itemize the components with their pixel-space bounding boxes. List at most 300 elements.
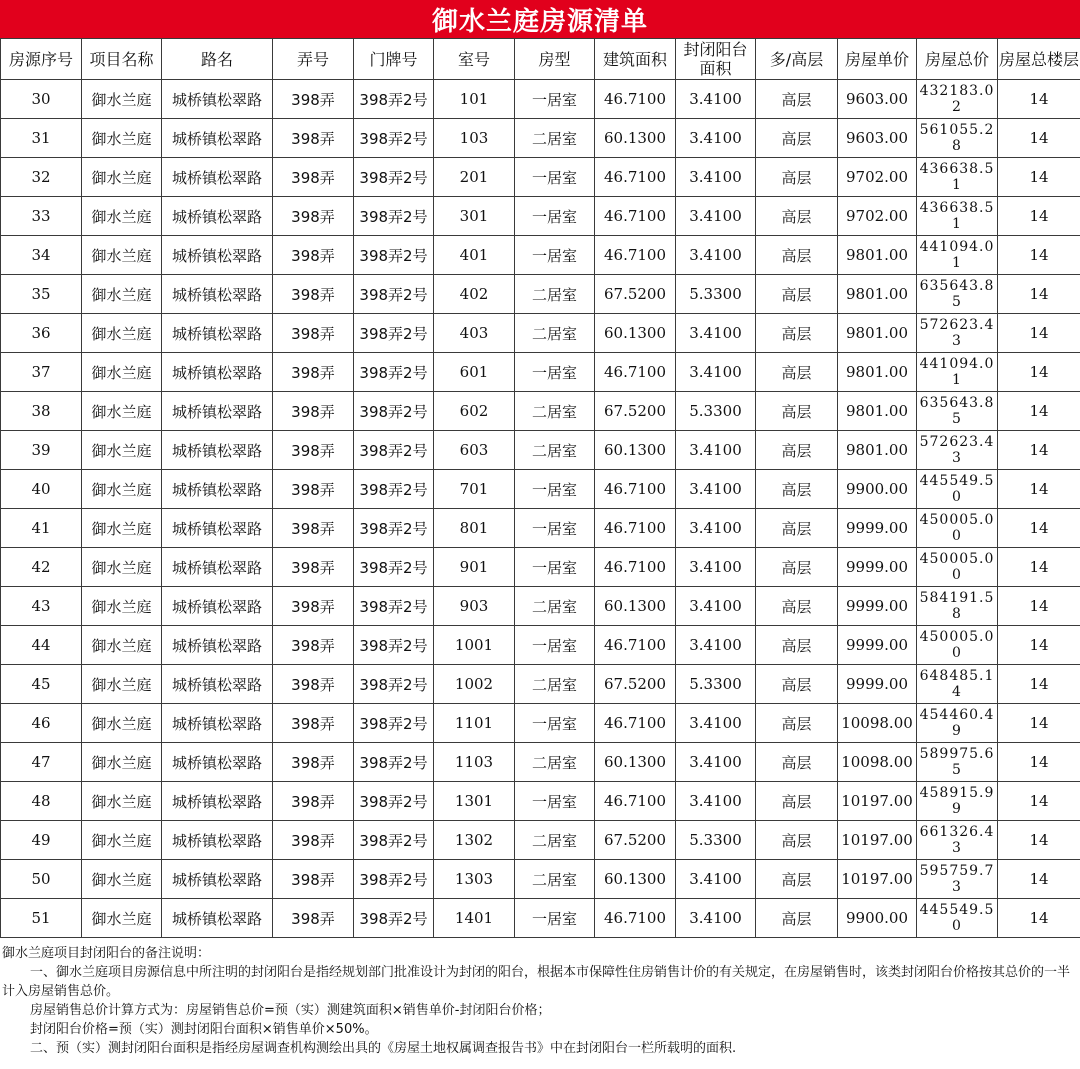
- table-row: [1, 275, 1080, 314]
- table-cell: 御水兰庭: [82, 743, 162, 782]
- table-cell: 14: [998, 665, 1080, 704]
- table-cell: 46.7100: [595, 158, 676, 197]
- table-cell: 城桥镇松翠路: [162, 587, 273, 626]
- table-cell: 589975.65: [917, 743, 998, 782]
- table-cell: 一居室: [515, 197, 595, 236]
- table-cell: 801: [434, 509, 515, 548]
- table-cell: 城桥镇松翠路: [162, 860, 273, 899]
- table-cell: 14: [998, 314, 1080, 353]
- table-row: [1, 197, 1080, 236]
- table-cell: 二居室: [515, 665, 595, 704]
- table-cell: 101: [434, 80, 515, 119]
- table-cell: 46.7100: [595, 509, 676, 548]
- table-cell: 602: [434, 392, 515, 431]
- table-cell: 41: [1, 509, 82, 548]
- notes-paragraph-1: 一、御水兰庭项目房源信息中所注明的封闭阳台是指经规划部门批准设计为封闭的阳台，根据本市保障性住房销售计价的有关规定，在房屋销售时，该类封闭阳台价格按其总价的一半计入房屋销售总价。: [2, 965, 1071, 999]
- table-cell: 402: [434, 275, 515, 314]
- table-cell: 御水兰庭: [82, 197, 162, 236]
- table-cell: 御水兰庭: [82, 548, 162, 587]
- table-cell: 1303: [434, 860, 515, 899]
- table-cell: 3.4100: [676, 743, 756, 782]
- table-cell: 5.3300: [676, 821, 756, 860]
- column-header: 房型: [515, 39, 595, 80]
- table-cell: 二居室: [515, 392, 595, 431]
- table-cell: 45: [1, 665, 82, 704]
- table-cell: 47: [1, 743, 82, 782]
- table-cell: 3.4100: [676, 353, 756, 392]
- table-cell: 201: [434, 158, 515, 197]
- table-cell: 高层: [756, 509, 838, 548]
- table-cell: 高层: [756, 119, 838, 158]
- table-cell: 30: [1, 80, 82, 119]
- table-cell: 1302: [434, 821, 515, 860]
- table-cell: 9900.00: [838, 899, 917, 938]
- table-cell: 603: [434, 431, 515, 470]
- table-cell: 14: [998, 899, 1080, 938]
- table-cell: 3.4100: [676, 509, 756, 548]
- table-cell: 46.7100: [595, 704, 676, 743]
- column-header: 房屋总楼层: [998, 39, 1080, 80]
- table-cell: 14: [998, 743, 1080, 782]
- table-cell: 398弄: [273, 431, 354, 470]
- table-cell: 高层: [756, 899, 838, 938]
- table-cell: 城桥镇松翠路: [162, 782, 273, 821]
- table-cell: 903: [434, 587, 515, 626]
- table-cell: 14: [998, 626, 1080, 665]
- table-cell: 398弄2号: [354, 353, 434, 392]
- table-cell: 9801.00: [838, 353, 917, 392]
- table-cell: 46.7100: [595, 197, 676, 236]
- table-cell: 60.1300: [595, 860, 676, 899]
- table-row: [1, 119, 1080, 158]
- table-cell: 城桥镇松翠路: [162, 119, 273, 158]
- table-row: [1, 158, 1080, 197]
- table-cell: 60.1300: [595, 743, 676, 782]
- column-header: 路名: [162, 39, 273, 80]
- table-cell: 398弄2号: [354, 275, 434, 314]
- table-cell: 御水兰庭: [82, 821, 162, 860]
- table-cell: 14: [998, 275, 1080, 314]
- table-cell: 9999.00: [838, 665, 917, 704]
- table-cell: 14: [998, 704, 1080, 743]
- table-cell: 103: [434, 119, 515, 158]
- table-cell: 398弄2号: [354, 509, 434, 548]
- table-cell: 436638.51: [917, 158, 998, 197]
- table-cell: 46.7100: [595, 236, 676, 275]
- table-cell: 398弄: [273, 392, 354, 431]
- table-cell: 398弄: [273, 197, 354, 236]
- table-cell: 398弄: [273, 314, 354, 353]
- table-cell: 398弄2号: [354, 587, 434, 626]
- table-cell: 9999.00: [838, 548, 917, 587]
- table-cell: 398弄: [273, 509, 354, 548]
- table-cell: 14: [998, 197, 1080, 236]
- table-row: [1, 470, 1080, 509]
- table-row: [1, 431, 1080, 470]
- table-cell: 高层: [756, 470, 838, 509]
- table-cell: 高层: [756, 821, 838, 860]
- table-cell: 584191.58: [917, 587, 998, 626]
- table-cell: 35: [1, 275, 82, 314]
- table-cell: 御水兰庭: [82, 314, 162, 353]
- table-cell: 38: [1, 392, 82, 431]
- table-cell: 高层: [756, 665, 838, 704]
- table-cell: 9801.00: [838, 236, 917, 275]
- table-cell: 9999.00: [838, 509, 917, 548]
- table-cell: 一居室: [515, 899, 595, 938]
- table-cell: 398弄: [273, 821, 354, 860]
- table-cell: 14: [998, 860, 1080, 899]
- table-cell: 51: [1, 899, 82, 938]
- table-cell: 14: [998, 587, 1080, 626]
- table-cell: 二居室: [515, 275, 595, 314]
- column-header: 房源序号: [1, 39, 82, 80]
- table-cell: 御水兰庭: [82, 392, 162, 431]
- table-cell: 458915.99: [917, 782, 998, 821]
- table-cell: 398弄2号: [354, 743, 434, 782]
- table-cell: 46.7100: [595, 626, 676, 665]
- table-cell: 高层: [756, 275, 838, 314]
- table-cell: 10098.00: [838, 743, 917, 782]
- table-cell: 高层: [756, 587, 838, 626]
- table-cell: 高层: [756, 704, 838, 743]
- table-cell: 14: [998, 782, 1080, 821]
- table-row: [1, 353, 1080, 392]
- notes-formula-total: 房屋销售总价计算方式为：房屋销售总价=预（实）测建筑面积×销售单价-封闭阳台价格；: [30, 1003, 551, 1018]
- table-cell: 3.4100: [676, 782, 756, 821]
- table-cell: 398弄2号: [354, 119, 434, 158]
- table-row: [1, 782, 1080, 821]
- table-cell: 398弄2号: [354, 665, 434, 704]
- table-cell: 398弄: [273, 80, 354, 119]
- table-cell: 9801.00: [838, 431, 917, 470]
- table-cell: 44: [1, 626, 82, 665]
- table-cell: 二居室: [515, 821, 595, 860]
- table-cell: 御水兰庭: [82, 665, 162, 704]
- table-cell: 398弄2号: [354, 158, 434, 197]
- table-cell: 城桥镇松翠路: [162, 80, 273, 119]
- table-cell: 60.1300: [595, 119, 676, 158]
- table-cell: 1301: [434, 782, 515, 821]
- table-cell: 高层: [756, 782, 838, 821]
- table-row: [1, 509, 1080, 548]
- table-cell: 14: [998, 392, 1080, 431]
- table-cell: 450005.00: [917, 509, 998, 548]
- table-cell: 9801.00: [838, 314, 917, 353]
- table-cell: 3.4100: [676, 860, 756, 899]
- table-cell: 9999.00: [838, 626, 917, 665]
- table-header-row: [1, 39, 1080, 80]
- table-cell: 高层: [756, 743, 838, 782]
- table-cell: 御水兰庭: [82, 860, 162, 899]
- table-cell: 635643.85: [917, 392, 998, 431]
- table-cell: 高层: [756, 197, 838, 236]
- table-cell: 398弄2号: [354, 470, 434, 509]
- table-cell: 398弄2号: [354, 782, 434, 821]
- table-cell: 一居室: [515, 236, 595, 275]
- table-cell: 9801.00: [838, 392, 917, 431]
- table-cell: 398弄: [273, 548, 354, 587]
- table-cell: 32: [1, 158, 82, 197]
- table-cell: 701: [434, 470, 515, 509]
- table-cell: 御水兰庭: [82, 470, 162, 509]
- table-cell: 398弄: [273, 119, 354, 158]
- table-cell: 398弄: [273, 587, 354, 626]
- table-cell: 一居室: [515, 158, 595, 197]
- table-cell: 一居室: [515, 353, 595, 392]
- table-cell: 10197.00: [838, 860, 917, 899]
- column-header: 建筑面积: [595, 39, 676, 80]
- table-cell: 46: [1, 704, 82, 743]
- table-cell: 二居室: [515, 431, 595, 470]
- column-header: 多/高层: [756, 39, 838, 80]
- table-cell: 37: [1, 353, 82, 392]
- table-cell: 城桥镇松翠路: [162, 275, 273, 314]
- table-cell: 3.4100: [676, 431, 756, 470]
- table-cell: 御水兰庭: [82, 275, 162, 314]
- table-cell: 3.4100: [676, 587, 756, 626]
- table-row: [1, 665, 1080, 704]
- table-cell: 398弄: [273, 704, 354, 743]
- table-cell: 9702.00: [838, 197, 917, 236]
- table-cell: 635643.85: [917, 275, 998, 314]
- table-cell: 33: [1, 197, 82, 236]
- table-cell: 398弄: [273, 743, 354, 782]
- table-cell: 1002: [434, 665, 515, 704]
- table-cell: 398弄2号: [354, 80, 434, 119]
- table-cell: 5.3300: [676, 275, 756, 314]
- table-cell: 城桥镇松翠路: [162, 431, 273, 470]
- table-cell: 御水兰庭: [82, 158, 162, 197]
- table-cell: 445549.50: [917, 899, 998, 938]
- column-header: 封闭阳台面积: [676, 39, 756, 80]
- table-cell: 高层: [756, 314, 838, 353]
- table-cell: 城桥镇松翠路: [162, 743, 273, 782]
- table-cell: 10197.00: [838, 782, 917, 821]
- table-cell: 40: [1, 470, 82, 509]
- table-cell: 67.5200: [595, 275, 676, 314]
- table-cell: 1101: [434, 704, 515, 743]
- table-row: [1, 860, 1080, 899]
- page-title: 御水兰庭房源清单: [0, 0, 1080, 38]
- table-cell: 454460.49: [917, 704, 998, 743]
- table-cell: 城桥镇松翠路: [162, 704, 273, 743]
- table-cell: 3.4100: [676, 314, 756, 353]
- table-cell: 398弄: [273, 626, 354, 665]
- table-cell: 1401: [434, 899, 515, 938]
- table-cell: 城桥镇松翠路: [162, 821, 273, 860]
- table-cell: 49: [1, 821, 82, 860]
- column-header: 门牌号: [354, 39, 434, 80]
- table-cell: 43: [1, 587, 82, 626]
- table-cell: 御水兰庭: [82, 431, 162, 470]
- table-cell: 301: [434, 197, 515, 236]
- table-cell: 60.1300: [595, 314, 676, 353]
- table-cell: 御水兰庭: [82, 80, 162, 119]
- table-cell: 城桥镇松翠路: [162, 392, 273, 431]
- table-cell: 城桥镇松翠路: [162, 197, 273, 236]
- column-header: 室号: [434, 39, 515, 80]
- table-cell: 398弄: [273, 860, 354, 899]
- table-row: [1, 314, 1080, 353]
- table-cell: 御水兰庭: [82, 704, 162, 743]
- notes-formula-balcony: 封闭阳台价格=预（实）测封闭阳台面积×销售单价×50%。: [30, 1022, 378, 1037]
- table-cell: 高层: [756, 626, 838, 665]
- table-row: [1, 80, 1080, 119]
- table-cell: 高层: [756, 80, 838, 119]
- table-cell: 398弄2号: [354, 314, 434, 353]
- table-cell: 9801.00: [838, 275, 917, 314]
- table-cell: 9603.00: [838, 119, 917, 158]
- table-cell: 398弄: [273, 353, 354, 392]
- table-cell: 39: [1, 431, 82, 470]
- table-cell: 3.4100: [676, 236, 756, 275]
- column-header: 房屋单价: [838, 39, 917, 80]
- table-cell: 67.5200: [595, 392, 676, 431]
- table-cell: 御水兰庭: [82, 782, 162, 821]
- table-cell: 3.4100: [676, 548, 756, 587]
- table-cell: 398弄2号: [354, 392, 434, 431]
- table-cell: 高层: [756, 392, 838, 431]
- table-cell: 14: [998, 119, 1080, 158]
- table-row: [1, 899, 1080, 938]
- table-cell: 398弄2号: [354, 821, 434, 860]
- table-cell: 一居室: [515, 782, 595, 821]
- table-cell: 一居室: [515, 470, 595, 509]
- table-cell: 高层: [756, 158, 838, 197]
- table-cell: 398弄2号: [354, 431, 434, 470]
- table-cell: 城桥镇松翠路: [162, 470, 273, 509]
- table-cell: 3.4100: [676, 899, 756, 938]
- notes-paragraph-2: 二、预（实）测封闭阳台面积是指经房屋调查机构测绘出具的《房屋土地权属调查报告书》中在封闭阳台一栏所载明的面积.: [30, 1041, 737, 1056]
- table-cell: 901: [434, 548, 515, 587]
- table-cell: 450005.00: [917, 626, 998, 665]
- table-row: [1, 236, 1080, 275]
- table-cell: 436638.51: [917, 197, 998, 236]
- table-cell: 46.7100: [595, 470, 676, 509]
- table-cell: 67.5200: [595, 665, 676, 704]
- table-cell: 城桥镇松翠路: [162, 353, 273, 392]
- table-cell: 60.1300: [595, 587, 676, 626]
- table-cell: 572623.43: [917, 314, 998, 353]
- table-cell: 一居室: [515, 509, 595, 548]
- table-row: [1, 548, 1080, 587]
- table-cell: 御水兰庭: [82, 353, 162, 392]
- table-cell: 3.4100: [676, 80, 756, 119]
- table-cell: 572623.43: [917, 431, 998, 470]
- table-cell: 高层: [756, 860, 838, 899]
- table-cell: 445549.50: [917, 470, 998, 509]
- column-header: 项目名称: [82, 39, 162, 80]
- table-cell: 5.3300: [676, 392, 756, 431]
- table-cell: 31: [1, 119, 82, 158]
- table-cell: 661326.43: [917, 821, 998, 860]
- notes-section: [0, 944, 1080, 1058]
- table-cell: 城桥镇松翠路: [162, 509, 273, 548]
- table-cell: 御水兰庭: [82, 626, 162, 665]
- table-cell: 36: [1, 314, 82, 353]
- table-cell: 14: [998, 821, 1080, 860]
- table-cell: 398弄: [273, 275, 354, 314]
- table-cell: 46.7100: [595, 548, 676, 587]
- table-cell: 3.4100: [676, 158, 756, 197]
- table-cell: 10098.00: [838, 704, 917, 743]
- table-cell: 14: [998, 158, 1080, 197]
- table-cell: 御水兰庭: [82, 119, 162, 158]
- table-cell: 城桥镇松翠路: [162, 236, 273, 275]
- table-cell: 46.7100: [595, 899, 676, 938]
- table-cell: 3.4100: [676, 197, 756, 236]
- table-cell: 398弄: [273, 665, 354, 704]
- table-cell: 46.7100: [595, 782, 676, 821]
- table-row: [1, 626, 1080, 665]
- table-cell: 城桥镇松翠路: [162, 314, 273, 353]
- table-cell: 398弄: [273, 470, 354, 509]
- table-cell: 441094.01: [917, 236, 998, 275]
- table-row: [1, 704, 1080, 743]
- table-cell: 648485.14: [917, 665, 998, 704]
- table-cell: 御水兰庭: [82, 899, 162, 938]
- table-row: [1, 743, 1080, 782]
- table-cell: 398弄: [273, 899, 354, 938]
- table-cell: 46.7100: [595, 80, 676, 119]
- table-cell: 御水兰庭: [82, 236, 162, 275]
- table-cell: 城桥镇松翠路: [162, 158, 273, 197]
- table-row: [1, 587, 1080, 626]
- table-cell: 67.5200: [595, 821, 676, 860]
- table-cell: 3.4100: [676, 704, 756, 743]
- table-cell: 46.7100: [595, 353, 676, 392]
- table-cell: 5.3300: [676, 665, 756, 704]
- table-cell: 二居室: [515, 587, 595, 626]
- table-cell: 高层: [756, 548, 838, 587]
- table-cell: 398弄2号: [354, 626, 434, 665]
- table-cell: 一居室: [515, 626, 595, 665]
- table-cell: 34: [1, 236, 82, 275]
- table-cell: 1103: [434, 743, 515, 782]
- table-cell: 14: [998, 236, 1080, 275]
- table-cell: 403: [434, 314, 515, 353]
- table-cell: 42: [1, 548, 82, 587]
- table-cell: 二居室: [515, 119, 595, 158]
- table-body: [1, 80, 1080, 938]
- table-cell: 398弄2号: [354, 236, 434, 275]
- table-cell: 高层: [756, 431, 838, 470]
- column-header: 房屋总价: [917, 39, 998, 80]
- table-cell: 398弄2号: [354, 704, 434, 743]
- table-cell: 441094.01: [917, 353, 998, 392]
- table-cell: 398弄: [273, 158, 354, 197]
- table-cell: 398弄2号: [354, 197, 434, 236]
- table-cell: 561055.28: [917, 119, 998, 158]
- table-cell: 398弄: [273, 782, 354, 821]
- table-cell: 398弄2号: [354, 860, 434, 899]
- table-cell: 城桥镇松翠路: [162, 665, 273, 704]
- table-cell: 14: [998, 431, 1080, 470]
- table-cell: 60.1300: [595, 431, 676, 470]
- table-cell: 1001: [434, 626, 515, 665]
- table-cell: 432183.02: [917, 80, 998, 119]
- table-cell: 御水兰庭: [82, 587, 162, 626]
- table-cell: 14: [998, 470, 1080, 509]
- table-cell: 御水兰庭: [82, 509, 162, 548]
- table-cell: 10197.00: [838, 821, 917, 860]
- table-cell: 398弄: [273, 236, 354, 275]
- table-cell: 二居室: [515, 743, 595, 782]
- table-cell: 3.4100: [676, 119, 756, 158]
- table-cell: 595759.73: [917, 860, 998, 899]
- table-cell: 一居室: [515, 548, 595, 587]
